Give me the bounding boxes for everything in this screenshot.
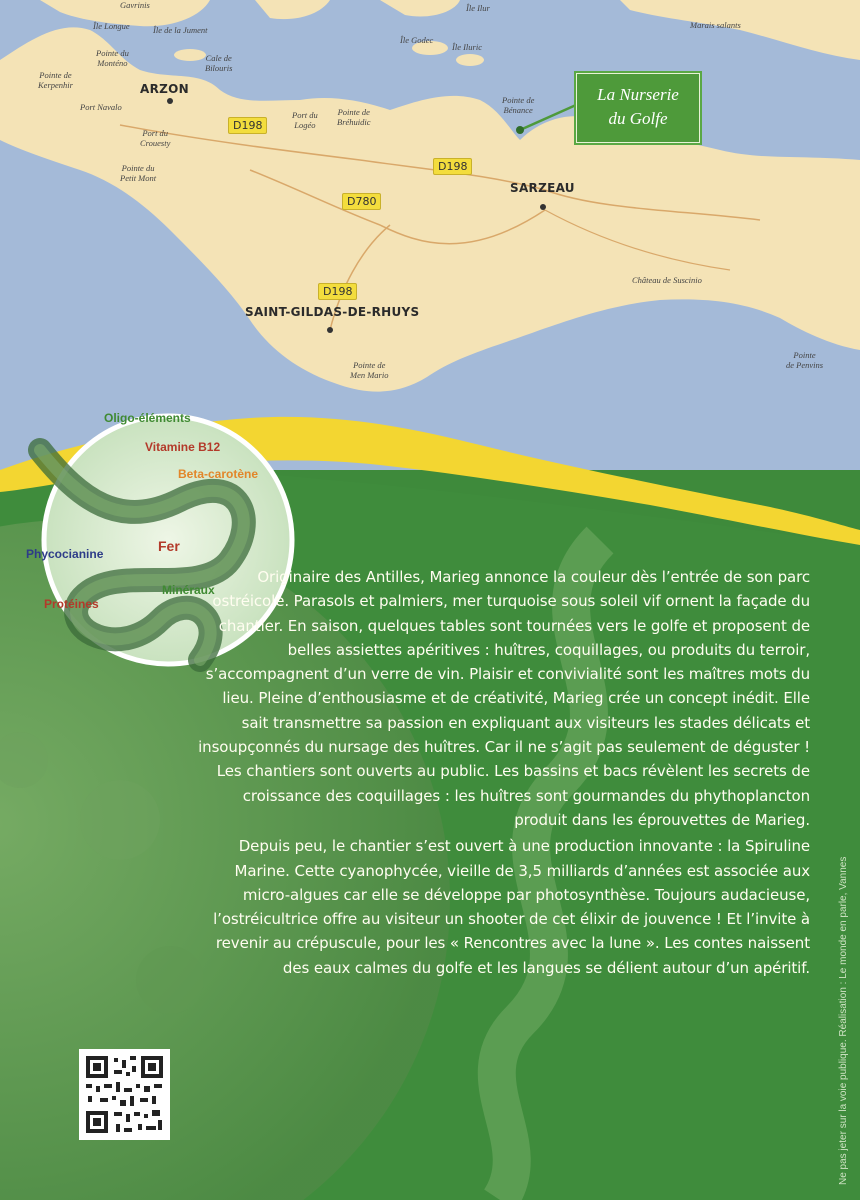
town-saint-gildas: SAINT-GILDAS-DE-RHUYS [245,305,420,319]
place-label: Château de Suscinio [632,275,702,285]
place-label: Pointe de Men Mario [350,360,389,380]
place-label: Île de la Jument [153,25,208,35]
place-label: Marais salants [690,20,741,30]
road-label: D198 [228,117,267,134]
nutrient-label: Oligo-éléments [104,411,191,425]
road-label: D780 [342,193,381,210]
place-label: Pointe de Bénance [502,95,535,115]
nursery-label-line1: La Nurserie [597,85,679,104]
town-sarzeau: SARZEAU [510,181,575,195]
place-label: Pointe de Bréhuidic [337,107,371,127]
place-label: Île Ilur [466,3,490,13]
nutrient-label: Vitamine B12 [145,440,221,454]
town-arzon: ARZON [140,82,189,96]
nutrient-label: Phycocianine [26,547,104,561]
place-label: Port Navalo [80,102,122,112]
place-label: Cale de Bilouris [205,53,233,73]
nursery-callout [576,73,700,143]
place-label: Gavrinis [120,0,150,10]
place-label: Port du Crouesty [140,128,171,148]
place-label: Pointe du Monténo [96,48,129,68]
place-label: Île Godec [400,35,434,45]
nutrient-label: Minéraux [162,583,215,597]
nutrient-label: Protéines [44,597,99,611]
qr-code[interactable] [79,1049,170,1140]
place-label: Pointe du Petit Mont [120,163,157,183]
nutrient-label: Beta-carotène [178,467,259,481]
body-text [195,565,810,980]
place-label: Pointe de Kerpenhir [38,70,73,90]
road-label: D198 [433,158,472,175]
place-label: Île Iluric [452,42,482,52]
place-label: Pointe de Penvins [786,350,824,370]
place-label: Île Longue [93,21,130,31]
road-label: D198 [318,283,357,300]
nursery-label-line2: du Golfe [608,109,668,128]
credit-text: Ne pas jeter sur la voie publique. Réalisation : Le monde en parle, Vannes [838,856,849,1185]
paragraph-1: Originaire des Antilles, Marieg annonce la couleur dès l’entrée de son parc ostréicole. Parasols et palmiers, mer turquoise sous soleil vif ornent la façade du chantier. En saison, quelques tables sont tournées vers le golfe et proposent de belles assiettes apéritives : huîtres, coquillages, ou produits du terroir, s’accompagnent d’un verre de vin. Plaisir et convivialité sont les maîtres mots du lieu. Pleine d’enthousiasme et de créativité, Marieg crée un concept inédit. Elle sait transmettre sa passion en expliquant aux visiteurs les stades délicats et insoupçonnés du nursage des huîtres. Car il ne s’agit pas seulement de déguster ! Les chantiers sont ouverts au public. Les bassins et bacs révèlent les secrets de croissance des coquillages : les huîtres sont gourmandes du phythoplancton produit dans les éprouvettes de Marieg. [198,568,810,829]
nutrient-label: Fer [158,538,180,554]
place-label: Port du Logéo [292,110,318,130]
paragraph-2: Depuis peu, le chantier s’est ouvert à une production innovante : la Spiruline Marine. Cette cyanophycée, vieille de 3,5 milliards d’années est associée aux micro-algues car elle se développe par photosynthèse. Toujours audacieuse, l’ostréicultrice offre au visiteur un shooter de cet élixir de jouvence ! Et l’invite à revenir au crépuscule, pour les « Rencontres avec la lune ». Les contes naissent des eaux calmes du golfe et les langues se délient autour d’un apéritif. [213,837,810,977]
